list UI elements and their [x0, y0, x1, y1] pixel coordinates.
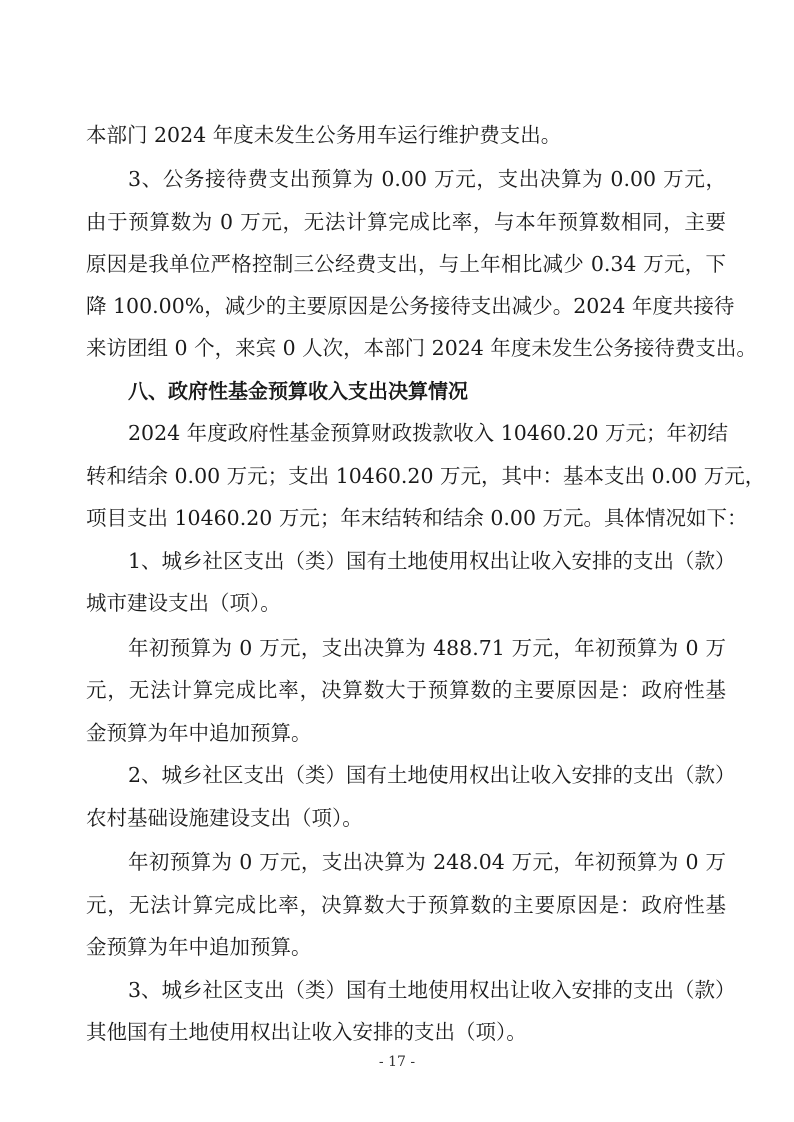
paragraph-line: 2024 年度政府性基金预算财政拨款收入 10460.20 万元；年初结 — [128, 421, 729, 445]
page-number: - 17 - — [378, 1054, 416, 1070]
paragraph-line: 降 100.00%，减少的主要原因是公务接待支出减少。2024 年度共接待 — [86, 294, 735, 318]
paragraph-line: 1、城乡社区支出（类）国有土地使用权出让收入安排的支出（款） — [128, 549, 736, 573]
paragraph-line: 金预算为年中追加预算。 — [86, 721, 312, 745]
paragraph-line: 项目支出 10460.20 万元；年末结转和结余 0.00 万元。具体情况如下： — [86, 506, 748, 530]
paragraph-line: 金预算为年中追加预算。 — [86, 935, 312, 959]
paragraph-line: 3、公务接待费支出预算为 0.00 万元，支出决算为 0.00 万元， — [128, 167, 726, 191]
paragraph-line: 元，无法计算完成比率，决算数大于预算数的主要原因是：政府性基 — [86, 678, 726, 702]
paragraph-line: 由于预算数为 0 万元，无法计算完成比率，与本年预算数相同，主要 — [86, 210, 726, 234]
paragraph-line: 3、城乡社区支出（类）国有土地使用权出让收入安排的支出（款） — [128, 978, 736, 1002]
paragraph-line: 年初预算为 0 万元，支出决算为 248.04 万元，年初预算为 0 万 — [128, 850, 726, 874]
paragraph-line: 城市建设支出（项）。 — [86, 591, 281, 615]
paragraph-line: 2、城乡社区支出（类）国有土地使用权出让收入安排的支出（款） — [128, 763, 736, 787]
paragraph-line: 转和结余 0.00 万元；支出 10460.20 万元，其中：基本支出 0.00 万元， — [86, 464, 766, 488]
paragraph-line: 本部门 2024 年度未发生公务用车运行维护费支出。 — [86, 123, 562, 147]
section-heading: 八、政府性基金预算收入支出决算情况 — [128, 379, 468, 403]
paragraph-line: 原因是我单位严格控制三公经费支出，与上年相比减少 0.34 万元，下 — [86, 252, 726, 276]
paragraph-line: 元，无法计算完成比率，决算数大于预算数的主要原因是：政府性基 — [86, 893, 726, 917]
paragraph-line: 其他国有土地使用权出让收入安排的支出（项）。 — [86, 1020, 527, 1044]
paragraph-line: 农村基础设施建设支出（项）。 — [86, 806, 363, 830]
paragraph-line: 年初预算为 0 万元，支出决算为 488.71 万元，年初预算为 0 万 — [128, 636, 726, 660]
paragraph-line: 来访团组 0 个，来宾 0 人次，本部门 2024 年度未发生公务接待费支出。 — [86, 336, 757, 360]
